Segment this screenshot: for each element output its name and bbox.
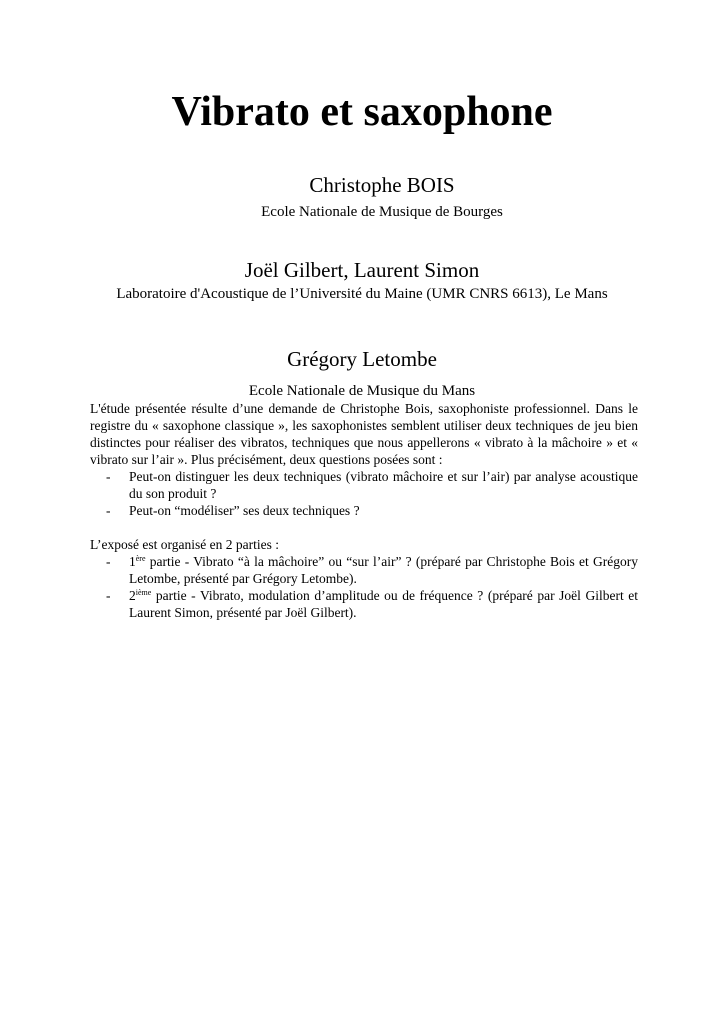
part-ordinal: ième [135, 588, 152, 597]
part-text: partie - Vibrato “à la mâchoire” ou “sur l’air” ? (préparé par Christophe Bois et Grégory Letombe, présenté par Grégory Letombe). [129, 554, 638, 586]
bullet-dash: - [106, 469, 111, 484]
author-names-gilbert-simon: Joël Gilbert, Laurent Simon [244, 258, 480, 282]
affiliation-mans: Ecole Nationale de Musique du Mans [248, 383, 476, 399]
abstract-body [90, 400, 638, 621]
bullet-dash: - [106, 588, 111, 603]
bullet-dash: - [106, 554, 111, 569]
list-item [90, 587, 638, 621]
part-text: partie - Vibrato, modulation d’amplitude ou de fréquence ? (préparé par Joël Gilbert et Laurent Simon, présenté par Joël Gilbert). [129, 588, 638, 620]
affiliation-maine: Laboratoire d'Acoustique de l’Université du Maine (UMR CNRS 6613), Le Mans [116, 286, 608, 302]
parts-list [90, 553, 638, 621]
list-item [90, 553, 638, 587]
question-text: Peut-on distinguer les deux techniques (vibrato mâchoire et sur l’air) par analyse acoustique du son produit ? [129, 469, 638, 501]
outline-intro: L’exposé est organisé en 2 parties : [90, 537, 279, 552]
questions-list [90, 468, 638, 519]
part-number: 1 [129, 554, 136, 569]
bullet-dash: - [106, 503, 111, 518]
spacer [90, 519, 638, 536]
list-item [90, 468, 638, 502]
part-ordinal: ère [135, 554, 146, 563]
intro-paragraph: L'étude présentée résulte d’une demande de Christophe Bois, saxophoniste professionnel. Dans le registre du « saxophone classique », les saxophonistes semblent utiliser deux techniques de jeu bien distinctes pour réaliser des vibratos, techniques que nous appellerons « vibrato à la mâchoire » et « vibrato sur l’air ». Plus précisément, deux questions posées sont : [90, 401, 638, 467]
question-text: Peut-on “modéliser” ses deux techniques ? [129, 503, 360, 518]
list-item [90, 502, 638, 519]
author-name-bois: Christophe BOIS [309, 173, 455, 197]
part-number: 2 [129, 588, 136, 603]
paper-title: Vibrato et saxophone [171, 89, 553, 135]
author-name-letombe: Grégory Letombe [287, 347, 437, 371]
affiliation-bourges: Ecole Nationale de Musique de Bourges [261, 204, 503, 220]
